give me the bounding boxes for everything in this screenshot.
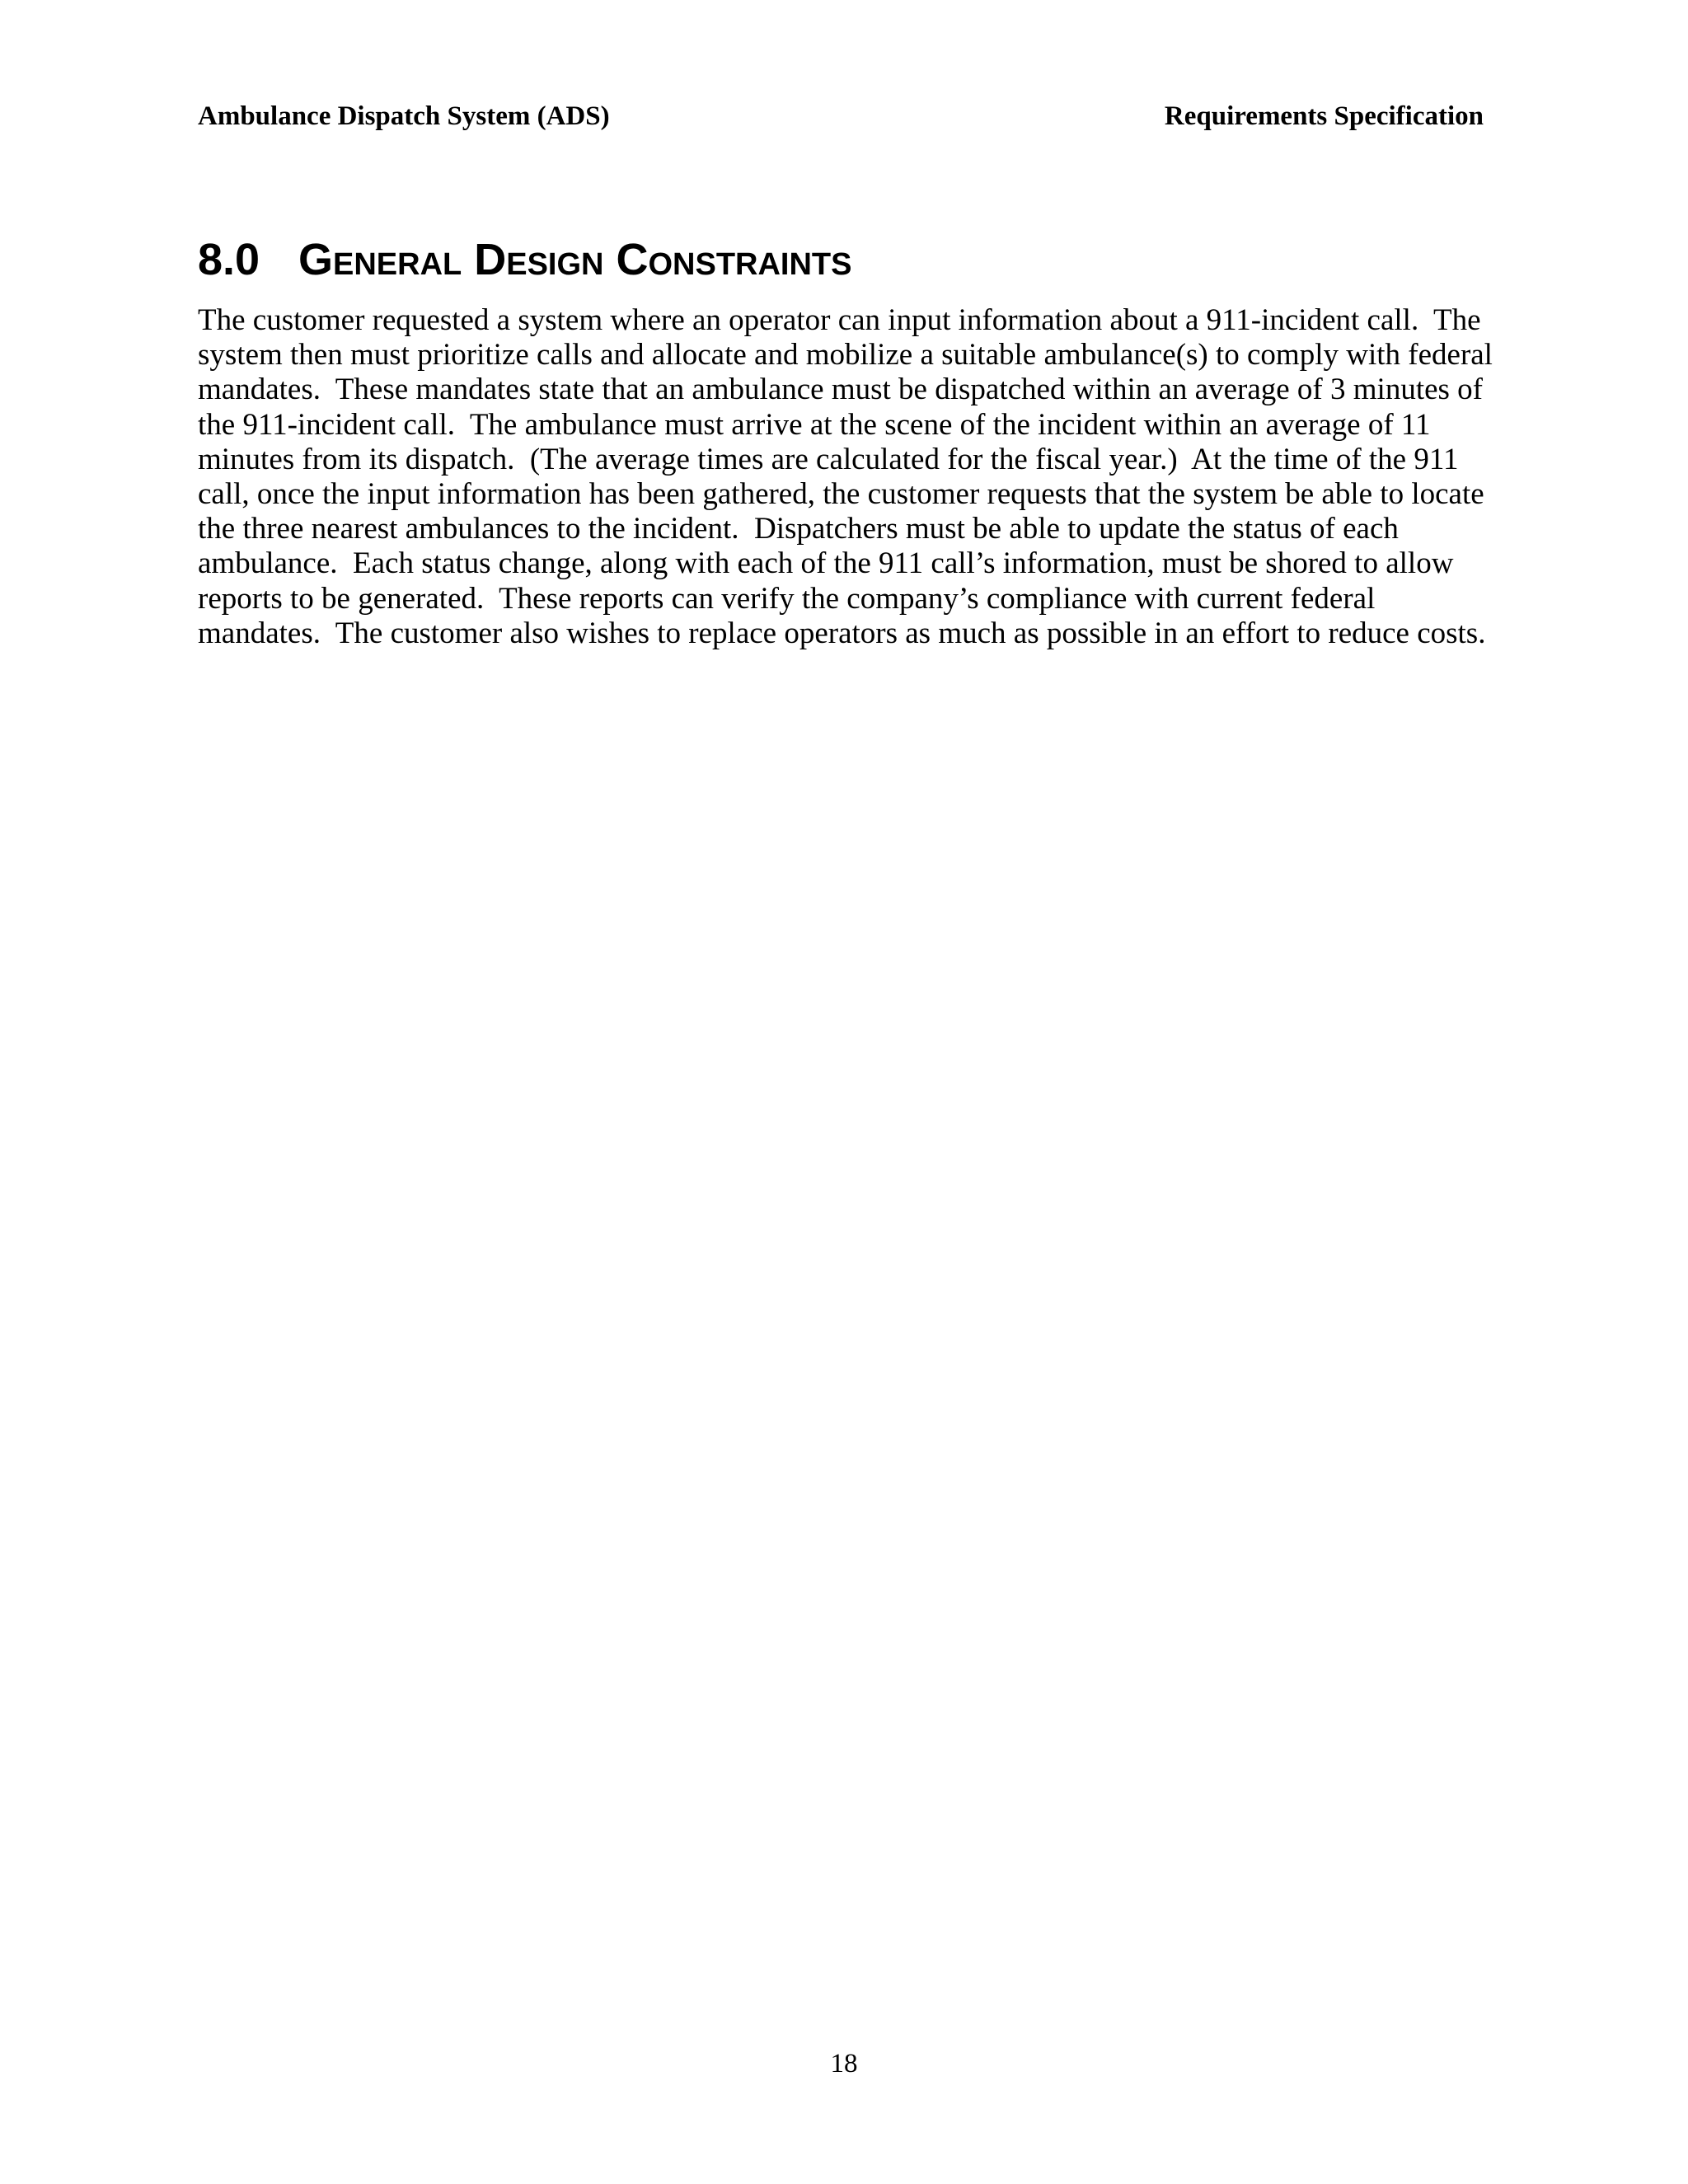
header-document-title: Ambulance Dispatch System (ADS) <box>198 101 610 131</box>
page-number: 18 <box>830 2049 858 2079</box>
paragraph-line: mandates. These mandates state that an ambulance must be dispatched within an average of 3 minutes of <box>198 373 1483 407</box>
paragraph-line: ambulance. Each status change, along with each of the 911 call’s information, must be shored to allow <box>198 546 1454 581</box>
section-number: 8.0 <box>198 235 260 284</box>
header-document-type: Requirements Specification <box>1164 101 1484 131</box>
paragraph-line: reports to be generated. These reports can verify the company’s compliance with current federal <box>198 581 1376 616</box>
paragraph-line: call, once the input information has been gathered, the customer requests that the system be able to locate <box>198 476 1484 511</box>
paragraph-line: The customer requested a system where an operator can input information about a 911-incident call. The <box>198 303 1481 337</box>
section-heading <box>198 231 851 288</box>
paragraph-line: the 911-incident call. The ambulance must arrive at the scene of the incident within an average of 11 <box>198 407 1431 442</box>
running-header <box>198 97 1484 135</box>
section-title: General Design Constraints <box>298 235 852 284</box>
paragraph-line: system then must prioritize calls and allocate and mobilize a suitable ambulance(s) to comply with federal <box>198 338 1493 373</box>
paragraph-line: the three nearest ambulances to the incident. Dispatchers must be able to update the status of each <box>198 512 1399 546</box>
paragraph-line: minutes from its dispatch. (The average times are calculated for the fiscal year.) At the time of the 911 <box>198 442 1459 476</box>
paragraph-line: mandates. The customer also wishes to replace operators as much as possible in an effort to reduce costs. <box>198 616 1486 650</box>
section-body-paragraph <box>198 303 1492 651</box>
